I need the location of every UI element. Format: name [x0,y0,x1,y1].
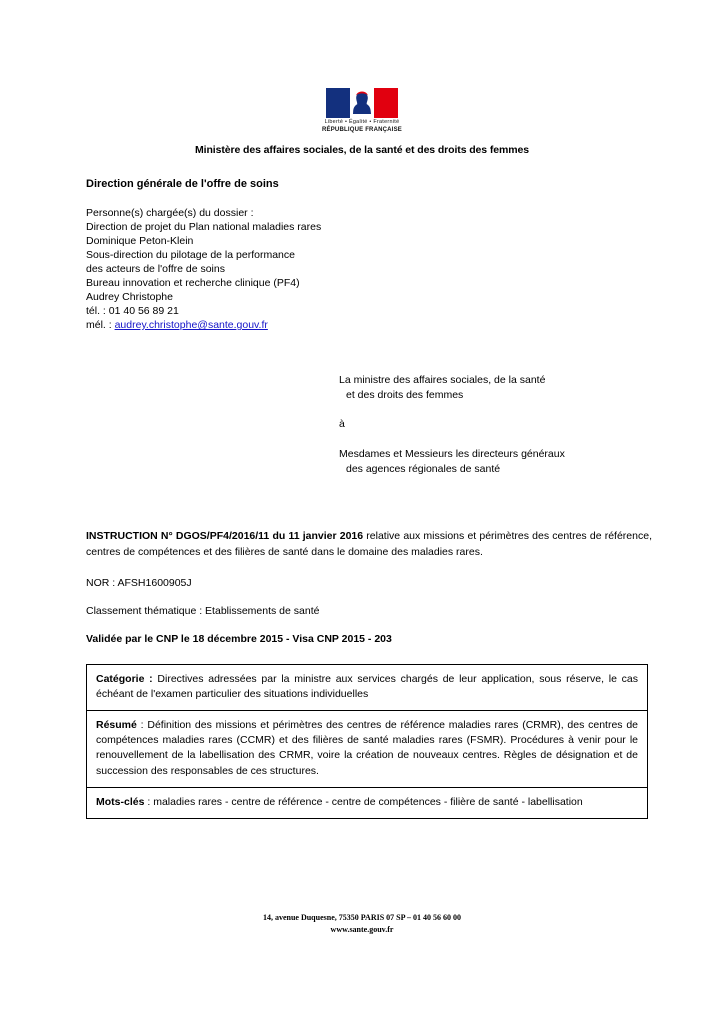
sender-line-5: Bureau innovation et recherche clinique (PF4) [86,277,300,290]
sender-block [86,207,660,333]
republique-francaise-logo [314,88,410,133]
nor-line: NOR : AFSH1600905J [86,576,192,589]
box-categorie-text: Directives adressées par la ministre aux services chargés de leur application, sous réserve, le cas échéant de l'examen particulier des situations individuelles [96,672,639,700]
validee-line: Validée par le CNP le 18 décembre 2015 - Visa CNP 2015 - 203 [86,632,392,645]
box-resume [87,710,647,787]
marianne-icon [351,90,373,116]
instruction-body: relative aux missions et périmètres des centres de référence, centres de compétences et des filières de santé dans le domaine des maladies rares. [86,530,652,558]
sender-line-3: Sous-direction du pilotage de la performance [86,249,295,262]
instruction-reference: INSTRUCTION N° DGOS/PF4/2016/11 du 11 janvier 2016 [86,530,364,543]
box-categorie [87,665,647,710]
to-line-2: des agences régionales de santé [346,462,501,475]
sender-line-6: Audrey Christophe [86,291,173,304]
sender-line-1: Direction de projet du Plan national maladies rares [86,221,322,234]
logo-devise: Liberté • Égalité • Fraternité [324,119,400,125]
email-link[interactable]: audrey.christophe@sante.gouv.fr [114,319,268,332]
classement-line: Classement thématique : Etablissements de santé [86,604,320,617]
email-label: mél. : [86,319,112,332]
sender-email-line [86,319,660,333]
footer-address: 14, avenue Duquesne, 75350 PARIS 07 SP – 01 40 56 60 00 [262,913,462,922]
to-line-1: Mesdames et Messieurs les directeurs généraux [339,447,565,460]
french-flag-icon [326,88,398,118]
sender-line-2: Dominique Peton-Klein [86,235,194,248]
footer-website: www.sante.gouv.fr [330,925,394,934]
ministry-title: Ministère des affaires sociales, de la santé et des droits des femmes [195,144,529,157]
from-line-2: et des droits des femmes [346,389,464,402]
to-word: à [339,418,345,431]
summary-boxes [86,664,648,820]
logo-republique: RÉPUBLIQUE FRANÇAISE [321,127,402,134]
recipient-block [339,373,660,477]
sender-line-0: Personne(s) chargée(s) du dossier : [86,207,254,220]
direction-generale-title: Direction générale de l'offre de soins [86,178,279,191]
box-categorie-label: Catégorie : [96,672,153,685]
from-line-1: La ministre des affaires sociales, de la santé [339,373,546,386]
box-resume-text: : Définition des missions et périmètres des centres de référence maladies rares (CRMR), des centres de compétences maladies rares (CCMR) et des filières de santé maladies rares (FSMR). Procédures à venir pour le renouvellement de la labellisation des CRMR, voire la création de nouveaux centres. Règles de désignation et de succession des responsables de ces structures. [96,719,638,777]
box-mots-cles-text: : maladies rares - centre de référence - centre de compétences - filière de santé - labellisation [147,795,583,808]
box-mots-cles [87,787,647,818]
logo-header [64,0,660,133]
box-resume-label: Résumé [96,719,137,732]
box-mots-cles-label: Mots-clés [96,795,145,808]
sender-line-4: des acteurs de l'offre de soins [86,263,225,276]
page-footer [0,912,724,936]
sender-line-7: tél. : 01 40 56 89 21 [86,305,179,318]
instruction-paragraph [86,529,652,561]
